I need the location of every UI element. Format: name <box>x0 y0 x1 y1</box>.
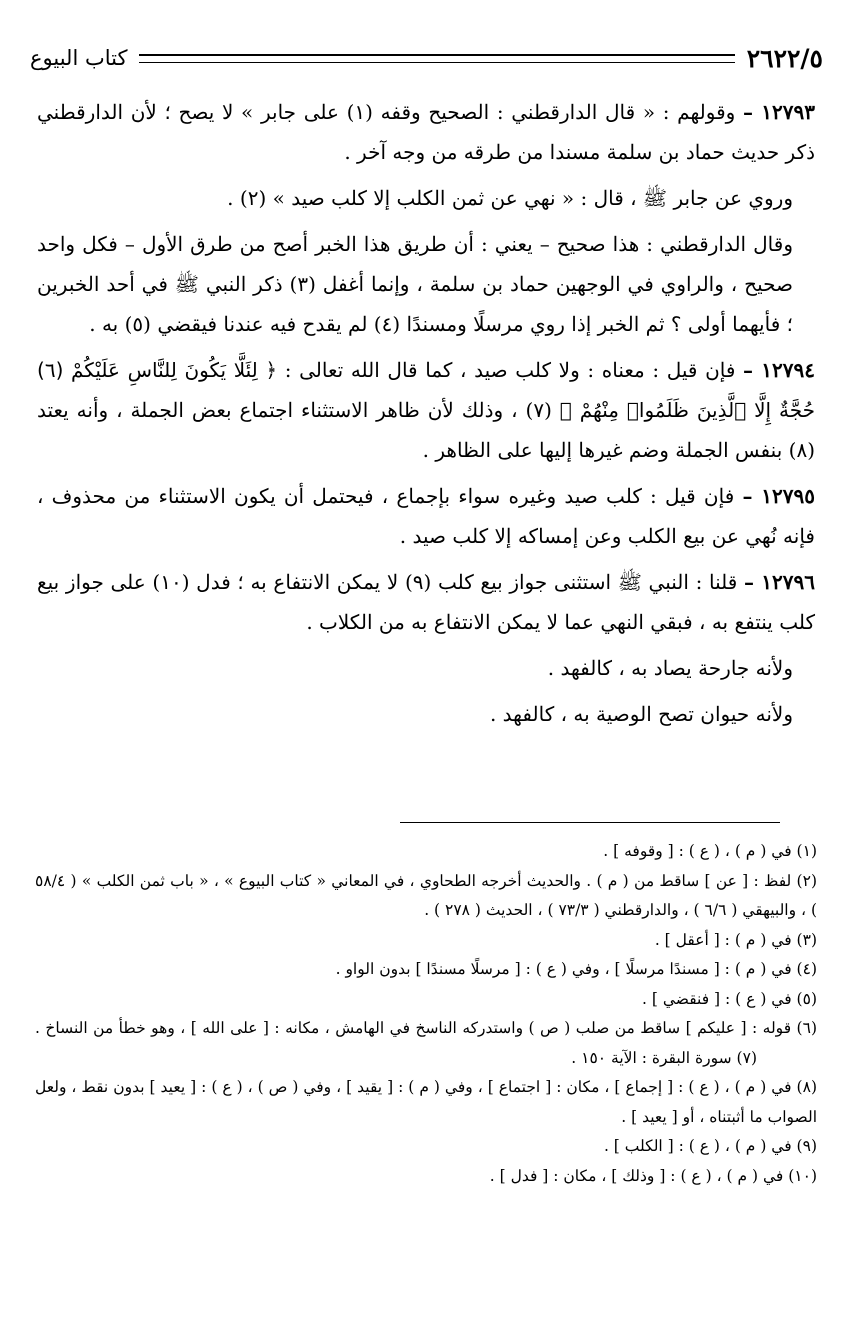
footnote-6: (٦) قوله : [ عليكم ] ساقط من صلب ( ص ) واستدركه الناسخ في الهامش ، مكانه : [ على الله ] ، وهو خطأ من النساخ . <box>35 1019 817 1037</box>
paragraph <box>37 648 815 688</box>
paragraph-number: ١٢٧٩٦ – <box>743 570 815 594</box>
paragraph-text: وقال الدارقطني : هذا صحيح – يعني : أن طريق هذا الخبر أصح من طرق الأول – فكل واحد صحيح ، والراوي في الوجهين حماد بن سلمة ، وإنما أغفل (٣) ذكر النبي ﷺ في أحد الخبرين ؛ فأيهما أولى ؟ ثم الخبر إذا روي مرسلًا ومسندًا (٤) لم يقدح فيه عندنا فيقضي (٥) به . <box>37 232 793 336</box>
footnote-4: (٤) في ( م ) : [ مسندًا مرسلًا ] ، وفي ( ع ) : [ مرسلًا مسندًا ] بدون الواو . <box>335 960 817 978</box>
page-number: ٢٦٢٢/٥ <box>746 43 823 73</box>
footnote-2: (٢) لفظ : [ عن ] ساقط من ( م ) . والحديث أخرجه الطحاوي ، في المعاني « كتاب البيوع » ، « باب ثمن الكلب » ( ٥٨/٤ ) ، والبيهقي ( ٦/٦ ) ، والدارقطني ( ٧٣/٣ ) ، الحديث ( ٢٧٨ ) . <box>35 871 817 919</box>
footnote-5: (٥) في ( ع ) : [ فنقضي ] . <box>642 989 817 1008</box>
footnote-separator <box>400 822 780 823</box>
footnote-6-7 <box>35 1014 817 1073</box>
paragraph-number: ١٢٧٩٣ – <box>742 100 815 124</box>
running-header <box>30 36 823 80</box>
paragraph <box>37 694 815 734</box>
paragraph-12794 <box>37 350 815 470</box>
book-title: كتاب البيوع <box>30 46 128 70</box>
footnote-7: (٧) سورة البقرة : الآية ١٥٠ . <box>571 1048 757 1067</box>
footnote-10: (١٠) في ( م ) ، ( ع ) : [ وذلك ] ، مكان : [ فدل ] . <box>489 1166 817 1185</box>
paragraph-text: (٧) ، وذلك لأن ظاهر الاستثناء اجتماع بعض الجملة ، وأنه يعتد (٨) بنفس الجملة وضم غيرها إليها على الظاهر . <box>37 398 815 462</box>
paragraph-12793 <box>37 92 815 172</box>
footnotes <box>35 837 817 1191</box>
paragraph-text: وروي عن جابر ﷺ ، قال : « نهي عن ثمن الكلب إلا كلب صيد » (٢) . <box>227 186 793 210</box>
footnote-8: (٨) في ( م ) ، ( ع ) : [ إجماع ] ، مكان : [ اجتماع ] ، وفي ( م ) : [ يقيد ] ، وفي ( ص ) ، ( ع ) : [ يعيد ] بدون نقط ، ولعل الصواب ما أثبتناه ، أو [ يعيد ] . <box>35 1078 817 1126</box>
main-text <box>37 92 815 740</box>
paragraph-text: قلنا : النبي ﷺ استثنى جواز بيع كلب (٩) لا يمكن الانتفاع به ؛ فدل (١٠) على جواز بيع كلب ينتفع به ، فبقي النهي عما لا يمكن الانتفاع به من الكلاب . <box>37 570 815 634</box>
footnote-1: (١) في ( م ) ، ( ع ) : [ وقوفه ] . <box>603 842 817 860</box>
paragraph-number: ١٢٧٩٤ – <box>743 358 815 382</box>
footnote-3: (٣) في ( م ) : [ أعقل ] . <box>654 930 817 949</box>
paragraph-12795 <box>37 476 815 556</box>
paragraph-text: فإن قيل : معناه : ولا كلب صيد ، كما قال الله تعالى : <box>277 358 744 382</box>
paragraph-text: ولأنه حيوان تصح الوصية به ، كالفهد . <box>489 702 793 726</box>
paragraph-12796 <box>37 562 815 642</box>
paragraph-text: فإن قيل : كلب صيد وغيره سواء بإجماع ، فيحتمل أن يكون الاستثناء من محذوف ، فإنه نُهي عن بيع الكلب وعن إمساكه إلا كلب صيد . <box>37 484 815 548</box>
footnote-9: (٩) في ( م ) ، ( ع ) : [ الكلب ] . <box>603 1137 817 1155</box>
header-rule <box>139 54 734 63</box>
paragraph-number: ١٢٧٩٥ – <box>742 484 815 508</box>
paragraph-text: وقولهم : « قال الدارقطني : الصحيح وقفه (١) على جابر » لا يصح ؛ لأن الدارقطني ذكر حديث حماد بن سلمة مسندا من طرقه من وجه آخر . <box>37 100 815 164</box>
paragraph-text: ولأنه جارحة يصاد به ، كالفهد . <box>547 656 793 680</box>
paragraph <box>37 178 815 218</box>
quran-verse: ﴿ لِئَلَّا يَكُونَ لِلنَّاسِ عَلَيْكُمْ (٦) حُجَّةٌ إِلَّا ٱلَّذِينَ ظَلَمُوا۟ مِنْهُمْ ﴾ <box>37 358 815 422</box>
paragraph <box>37 224 815 344</box>
